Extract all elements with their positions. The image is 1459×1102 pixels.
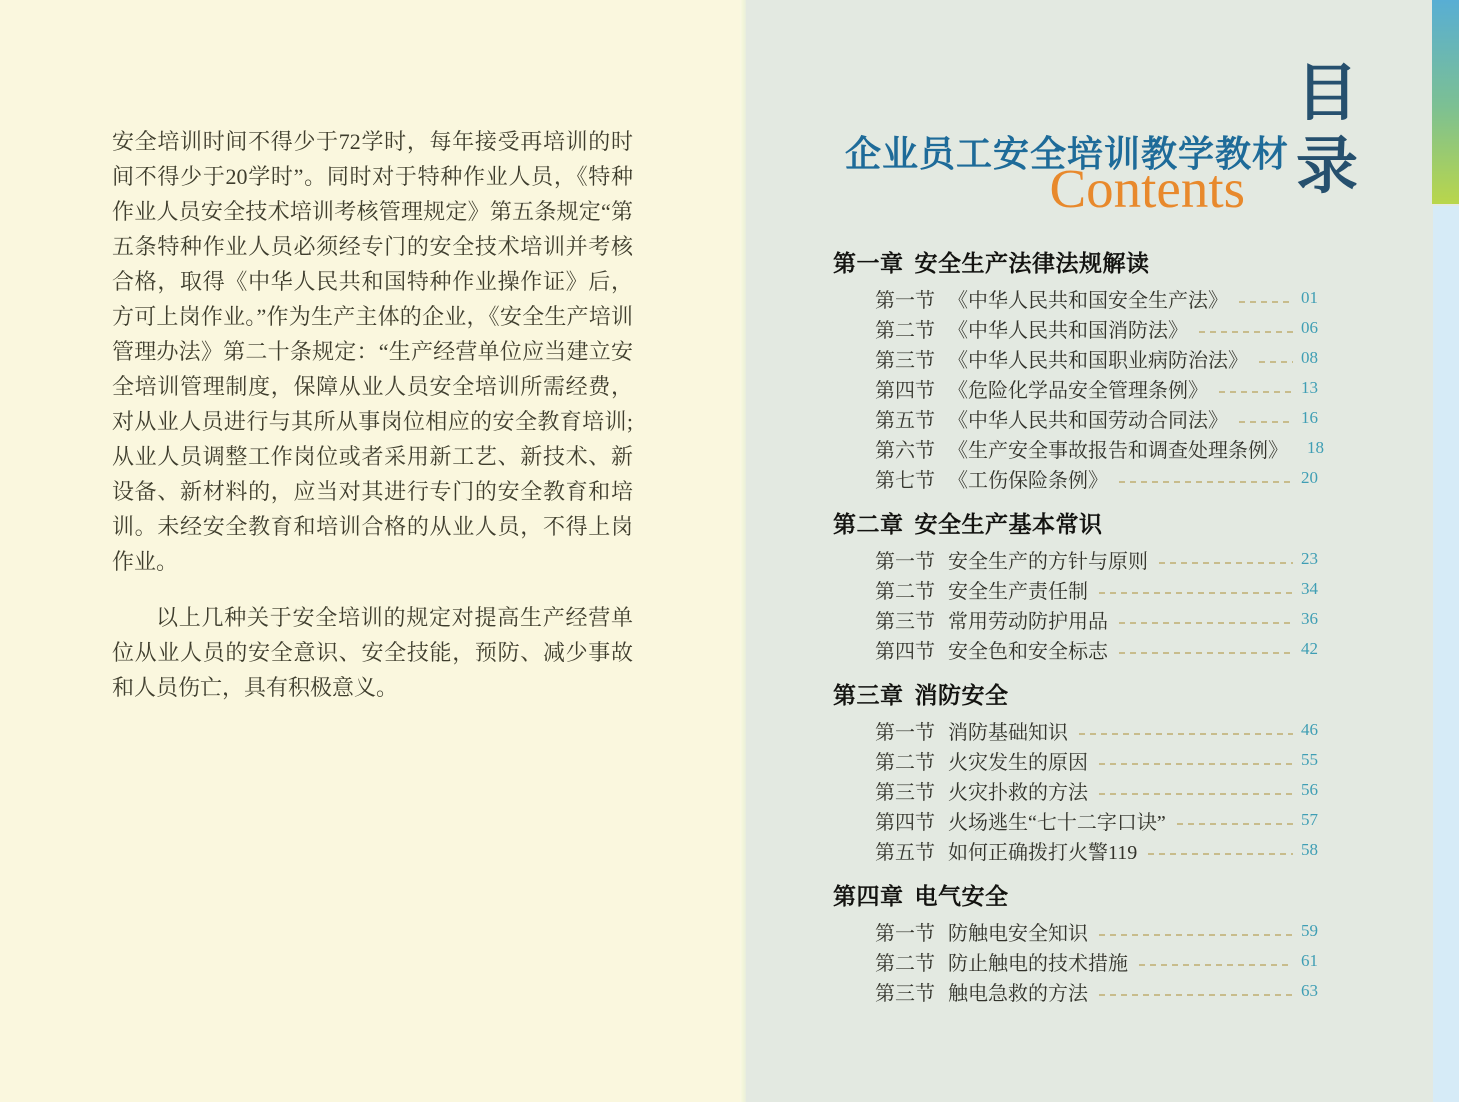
- dot-leader: [1139, 964, 1293, 966]
- section-title: 《中华人民共和国职业病防治法》: [948, 349, 1248, 372]
- body-paragraph: 以上几种关于安全培训的规定对提高生产经营单位从业人员的安全意识、安全技能，预防、减少事故和人员伤亡，具有积极意义。: [112, 605, 633, 700]
- toc-row: [833, 373, 1333, 403]
- toc-row: [833, 283, 1333, 313]
- section-title: 《中华人民共和国消防法》: [948, 319, 1188, 342]
- section-number: 第五节: [875, 841, 935, 864]
- section-number: 第二节: [875, 952, 935, 975]
- section-page-number: 63: [1301, 981, 1318, 1000]
- section-title: 《中华人民共和国劳动合同法》: [948, 409, 1228, 432]
- toc-row: [833, 835, 1333, 865]
- chapter-name: 安全生产法律法规解读: [914, 250, 1150, 276]
- dot-leader: [1239, 301, 1293, 303]
- toc-row: [833, 403, 1333, 433]
- section-number: 第七节: [875, 469, 935, 492]
- section-number: 第四节: [875, 640, 935, 663]
- section-title: 《中华人民共和国安全生产法》: [948, 289, 1228, 312]
- section-title: 《危险化学品安全管理条例》: [948, 379, 1208, 402]
- section-page-number: 36: [1301, 609, 1318, 628]
- dot-leader: [1099, 934, 1293, 936]
- dot-leader: [1099, 994, 1293, 996]
- section-number: 第二节: [875, 319, 935, 342]
- section-page-number: 57: [1301, 810, 1318, 829]
- dot-leader: [1199, 331, 1293, 333]
- edge-gradient-strip: [1432, 0, 1459, 204]
- chapter-name: 电气安全: [914, 883, 1009, 909]
- chapter-heading: [833, 684, 1333, 707]
- chapter-number: 第四章: [833, 883, 904, 909]
- section-page-number: 46: [1301, 720, 1318, 739]
- section-page-number: 59: [1301, 921, 1318, 940]
- contents-zh-char: 录: [1295, 133, 1358, 201]
- contents-heading-zh: [1294, 58, 1360, 204]
- toc-row: [833, 745, 1333, 775]
- contents-zh-char: 目: [1295, 60, 1358, 128]
- dot-leader: [1079, 733, 1293, 735]
- toc-row: [833, 715, 1333, 745]
- section-title: 防止触电的技术措施: [948, 952, 1128, 975]
- section-number: 第一节: [875, 550, 935, 573]
- dot-leader: [1119, 622, 1293, 624]
- dot-leader: [1099, 793, 1293, 795]
- chapter-number: 第三章: [833, 682, 904, 708]
- dot-leader: [1119, 481, 1293, 483]
- chapter-heading: [833, 252, 1333, 275]
- dot-leader: [1219, 391, 1293, 393]
- section-page-number: 55: [1301, 750, 1318, 769]
- section-number: 第五节: [875, 409, 935, 432]
- section-page-number: 16: [1301, 408, 1318, 427]
- section-page-number: 23: [1301, 549, 1318, 568]
- section-number: 第一节: [875, 721, 935, 744]
- chapter-heading: [833, 885, 1333, 908]
- chapter-name: 安全生产基本常识: [914, 511, 1103, 537]
- section-page-number: 58: [1301, 840, 1318, 859]
- toc-row: [833, 433, 1333, 463]
- section-title: 消防基础知识: [948, 721, 1068, 744]
- toc-chapter: [833, 252, 1333, 493]
- section-page-number: 08: [1301, 348, 1318, 367]
- contents-heading-en: Contents: [1049, 158, 1245, 219]
- toc-chapter: [833, 684, 1333, 865]
- series-title: 企业员工安全培训教学教材: [845, 133, 1290, 174]
- dot-leader: [1259, 361, 1293, 363]
- dot-leader: [1099, 763, 1293, 765]
- section-number: 第三节: [875, 982, 935, 1005]
- dot-leader: [1177, 823, 1293, 825]
- section-number: 第六节: [875, 439, 935, 462]
- toc-row: [833, 604, 1333, 634]
- section-number: 第四节: [875, 379, 935, 402]
- section-title: 火场逃生“七十二字口诀”: [948, 811, 1166, 834]
- chapter-name: 消防安全: [914, 682, 1009, 708]
- section-page-number: 20: [1301, 468, 1318, 487]
- section-page-number: 61: [1301, 951, 1318, 970]
- section-title: 触电急救的方法: [948, 982, 1088, 1005]
- section-page-number: 06: [1301, 318, 1318, 337]
- section-title: 如何正确拨打火警119: [948, 841, 1138, 864]
- toc-chapter: [833, 885, 1333, 1006]
- section-number: 第二节: [875, 580, 935, 603]
- section-page-number: 42: [1301, 639, 1318, 658]
- chapter-number: 第一章: [833, 250, 904, 276]
- section-page-number: 56: [1301, 780, 1318, 799]
- table-of-contents: [833, 252, 1333, 1026]
- section-page-number: 34: [1301, 579, 1318, 598]
- dot-leader: [1099, 592, 1293, 594]
- toc-row: [833, 463, 1333, 493]
- edge-blue-strip: [1433, 206, 1459, 1102]
- toc-row: [833, 946, 1333, 976]
- toc-row: [833, 313, 1333, 343]
- left-page-text-block: [112, 124, 633, 705]
- section-title: 常用劳动防护用品: [948, 610, 1108, 633]
- toc-row: [833, 775, 1333, 805]
- toc-row: [833, 343, 1333, 373]
- section-title: 安全生产的方针与原则: [948, 550, 1148, 573]
- section-number: 第一节: [875, 922, 935, 945]
- section-title: 《生产安全事故报告和调查处理条例》: [948, 439, 1288, 462]
- body-paragraph: 安全培训时间不得少于72学时，每年接受再培训的时间不得少于20学时”。同时对于特种作业人员，《特种作业人员安全技术培训考核管理规定》第五条规定“第五条特种作业人员必须经专门的安全技术培训并考核合格，取得《中华人民共和国特种作业操作证》后，方可上岗作业。”作为生产主体的企业，《安全生产培训管理办法》第二十条规定：“生产经营单位应当建立安全培训管理制度，保障从业人员安全培训所需经费，对从业人员进行与其所从事岗位相应的安全教育培训;从业人员调整工作岗位或者采用新工艺、新技术、新设备、新材料的，应当对其进行专门的安全教育和培训。未经安全教育和培训合格的从业人员，不得上岗作业。: [112, 129, 633, 574]
- chapter-heading: [833, 513, 1333, 536]
- section-title: 《工伤保险条例》: [948, 469, 1108, 492]
- toc-row: [833, 976, 1333, 1006]
- section-number: 第三节: [875, 781, 935, 804]
- section-title: 安全色和安全标志: [948, 640, 1108, 663]
- toc-row: [833, 544, 1333, 574]
- section-title: 防触电安全知识: [948, 922, 1088, 945]
- dot-leader: [1148, 853, 1293, 855]
- section-title: 火灾扑救的方法: [948, 781, 1088, 804]
- dot-leader: [1119, 652, 1293, 654]
- toc-chapter: [833, 513, 1333, 664]
- section-number: 第三节: [875, 610, 935, 633]
- toc-row: [833, 634, 1333, 664]
- section-page-number: 01: [1301, 288, 1318, 307]
- section-title: 火灾发生的原因: [948, 751, 1088, 774]
- toc-row: [833, 916, 1333, 946]
- section-number: 第二节: [875, 751, 935, 774]
- toc-row: [833, 805, 1333, 835]
- section-page-number: 13: [1301, 378, 1318, 397]
- dot-leader: [1239, 421, 1293, 423]
- section-number: 第三节: [875, 349, 935, 372]
- toc-row: [833, 574, 1333, 604]
- section-title: 安全生产责任制: [948, 580, 1088, 603]
- section-number: 第一节: [875, 289, 935, 312]
- chapter-number: 第二章: [833, 511, 904, 537]
- section-number: 第四节: [875, 811, 935, 834]
- section-page-number: 18: [1307, 438, 1324, 457]
- dot-leader: [1159, 562, 1293, 564]
